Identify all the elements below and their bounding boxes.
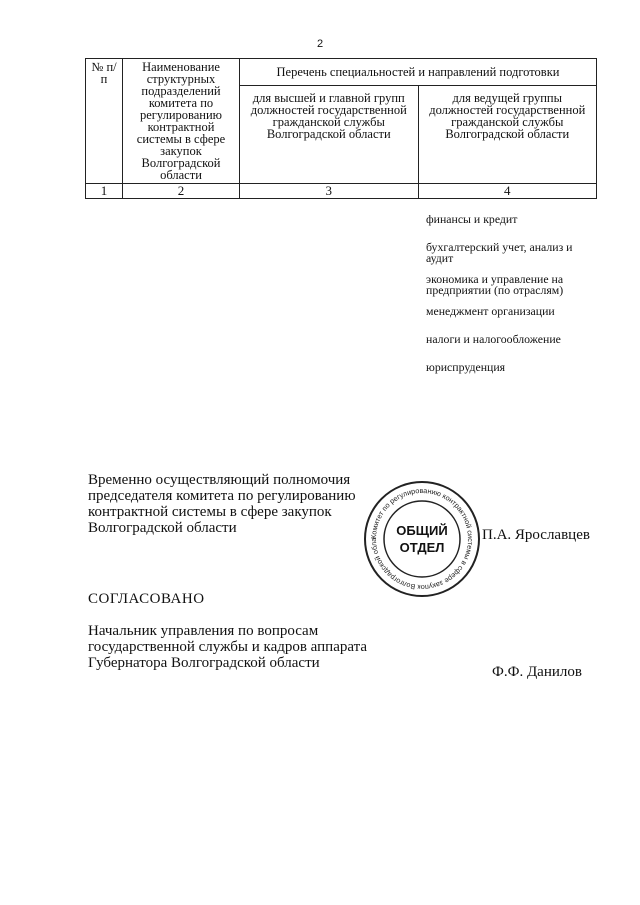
specialty-item: менеджмент организации <box>426 304 555 318</box>
table-header-number: № п/п <box>86 59 123 184</box>
stamp-seal-icon <box>362 479 482 599</box>
approval-label: СОГЛАСОВАНО <box>88 591 205 607</box>
specialty-item: юриспруденция <box>426 360 506 374</box>
table-number-cell: 4 <box>418 184 597 199</box>
specialty-item: экономика и управление на предприятии (по отраслям) <box>426 272 564 297</box>
specialty-list <box>426 214 596 390</box>
table-header-leading-group: для ведущей группы должностей государственной гражданской службы Волгоградской области <box>418 86 597 184</box>
stamp-center-line2: ОТДЕЛ <box>399 540 445 555</box>
official-stamp <box>362 479 482 599</box>
signatory-position: Временно осуществляющий полномочия председателя комитета по регулированию контрактной системы в сфере закупок Волгоградской области <box>88 472 356 536</box>
approver-name: Ф.Ф. Данилов <box>492 664 582 680</box>
specialties-table <box>85 58 597 199</box>
stamp-center-line1: ОБЩИЙ <box>396 523 448 538</box>
page-number: 2 <box>316 38 324 50</box>
table-header-specialties: Перечень специальностей и направлений подготовки <box>240 59 597 86</box>
specialty-item: бухгалтерский учет, анализ и аудит <box>426 240 573 265</box>
stamp-ring-text: Комитет по регулированию контрактной системы в сфере закупок Волгоградской обла <box>368 485 476 593</box>
table-header-division: Наименование структурных подразделений комитета по регулированию контрактной системы в сфере закупок Волгоградской области <box>123 59 240 184</box>
table-header-senior-groups: для высшей и главной групп должностей государственной гражданской службы Волгоградской области <box>240 86 419 184</box>
table-number-cell: 2 <box>123 184 240 199</box>
table-number-cell: 3 <box>240 184 419 199</box>
specialty-item: налоги и налогообложение <box>426 332 561 346</box>
specialty-item: финансы и кредит <box>426 212 518 226</box>
signatory-name: П.А. Ярославцев <box>482 527 590 543</box>
approver-position: Начальник управления по вопросам государственной службы и кадров аппарата Губернатора Волгоградской области <box>88 623 368 671</box>
table-number-cell: 1 <box>86 184 123 199</box>
